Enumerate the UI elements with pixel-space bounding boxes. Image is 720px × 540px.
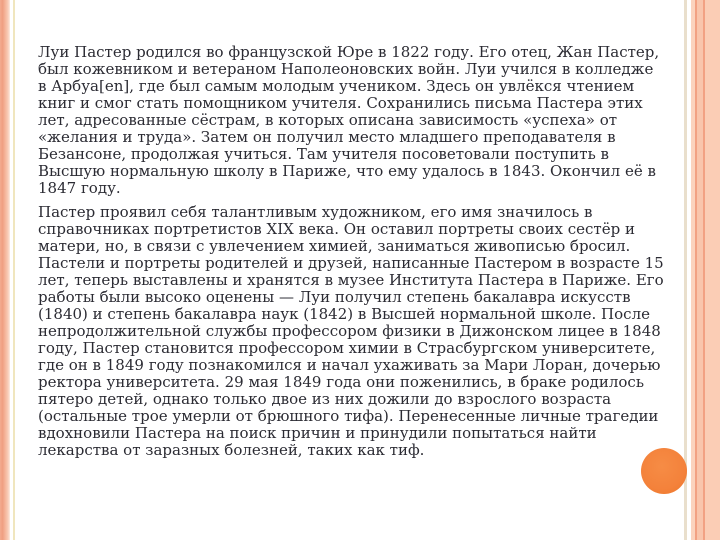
paragraph-pasteur-art-and-career: Пастер проявил себя талантливым художником, его имя значилось в справочниках портретистов XIX века. Он оставил портреты своих сестёр и матери, но, в связи с увлечением химией, заниматься живописью бросил. Пастели и портреты родителей и друзей, написанные Пастером в возрасте 15 лет, теперь выставлены и хранятся в музее Института Пастера в Париже. Его работы были высоко оценены — Луи получил степень бакалавра искусств (1840) и степень бакалавра наук (1842) в Высшей нормальной школе. После непродолжительной службы профессором физики в Дижонском лицее в 1848 году, Пастер становится профессором химии в Страсбургском университете, где он в 1849 году познакомился и начал ухаживать за Мари Лоран, дочерью ректора университета. 29 мая 1849 года они поженились, в браке родилось пятеро детей, однако только двое из них дожили до взрослого возраста (остальные трое умерли от брюшного тифа). Перенесенные личные трагедии вдохновили Пастера на поиск причин и принудили попытаться найти лекарства от заразных болезней, таких как тиф. — [38, 203, 664, 459]
right-stripe-decoration — [684, 0, 720, 540]
slide-body-text — [38, 44, 664, 466]
left-stripe-decoration — [0, 0, 10, 540]
paragraph-pasteur-early-life: Луи Пастер родился во французской Юре в 1822 году. Его отец, Жан Пастер, был кожевником и ветераном Наполеоновских войн. Луи учился в колледже в Арбуа[en], где был самым молодым учеником. Здесь он увлёкся чтением книг и смог стать помощником учителя. Сохранились письма Пастера этих лет, адресованные сёстрам, в которых описана зависимость «успеха» от «желания и труда». Затем он получил место младшего преподавателя в Безансоне, продолжая учиться. Там учителя посоветовали поступить в Высшую нормальную школу в Париже, что ему удалось в 1843. Окончил её в 1847 году. — [38, 43, 660, 197]
accent-circle-decoration — [641, 448, 687, 494]
left-accent-line-decoration — [13, 0, 15, 540]
